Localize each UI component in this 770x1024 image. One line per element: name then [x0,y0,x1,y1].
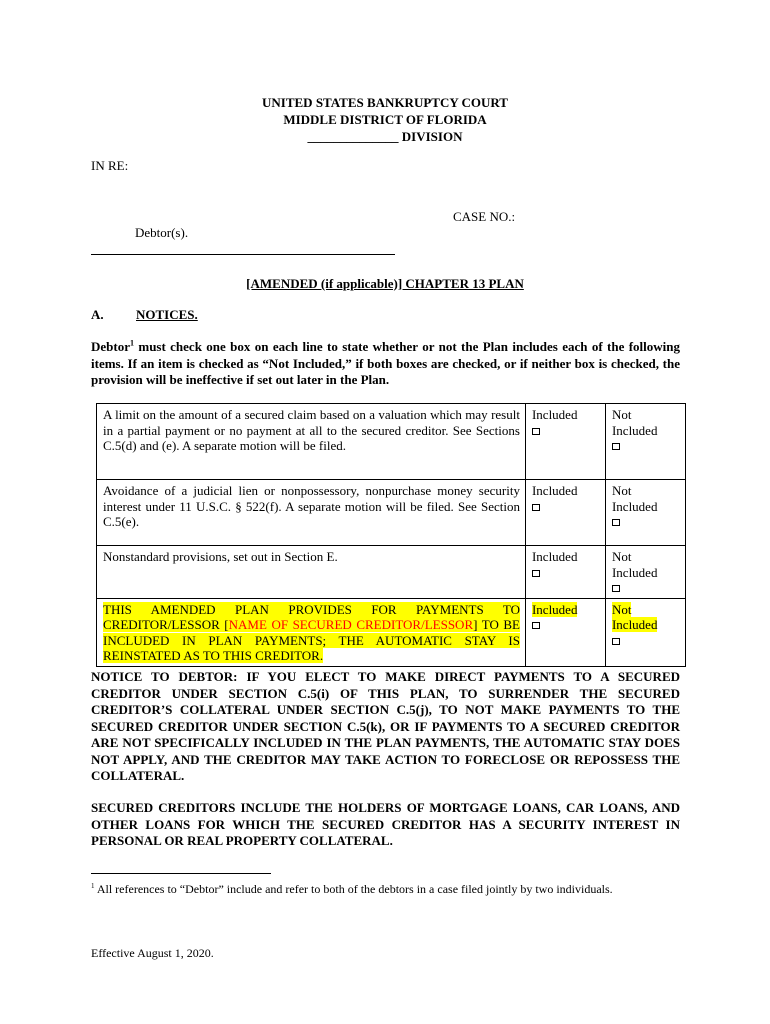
included-label: Included [531,601,578,617]
section-a-heading [91,307,198,323]
notice-to-debtor: NOTICE TO DEBTOR: IF YOU ELECT TO MAKE DIRECT PAYMENTS TO A SECURED CREDITOR UNDER SECTION C.5(i) OF THIS PLAN, TO SURRENDER THE SECURED CREDITOR’S COLLATERAL UNDER SECTION C.5(j), TO NOT MAKE PAYMENTS TO THE SECURED CREDITOR UNDER SECTION C.5(k), OR IF PAYMENTS TO A SECURED CREDITOR ARE NOT SPECIFICALLY INCLUDED IN THE PLAN PAYMENTS, THE AUTOMATIC STAY DOES NOT APPLY, AND THE CREDITOR MAY TAKE ACTION TO FORECLOSE OR REPOSSESS THE COLLATERAL. [91,669,680,783]
not-included-option [605,404,685,480]
not-included-label: Not Included [611,549,658,580]
included-option [525,480,605,546]
creditor-name-placeholder: NAME OF SECURED CREDITOR/LESSOR [228,617,474,632]
highlighted-text [103,602,520,664]
footnote-reference: 1 [130,338,134,348]
not-included-checkbox[interactable] [612,638,620,645]
included-checkbox[interactable] [532,504,540,511]
included-label: Included [531,483,578,498]
plan-title: [AMENDED (if applicable)] CHAPTER 13 PLAN [246,276,524,291]
item-text-part2: ] TO BE INCLUDED IN PLAN PAYMENTS; THE AUTOMATIC STAY IS REINSTATED AS TO THIS CREDITOR. [103,617,520,663]
footnote-text: All references to “Debtor” include and refer to both of the debtors in a case filed jointly by two individuals. [94,882,613,896]
intro-text: must check one box on each line to state whether or not the Plan includes each of the following items. If an item is checked as “Not Included,” if both boxes are checked, or if neither box is checked, the provision will be ineffective if set out later in the Plan. [91,339,680,387]
not-included-label: Not Included [611,601,658,632]
caption-divider [91,254,395,255]
included-option [525,546,605,599]
included-checkbox[interactable] [532,428,540,435]
item-description: Nonstandard provisions, set out in Section E. [97,546,526,599]
division-line: ______________ DIVISION [307,129,463,144]
intro-paragraph [91,339,680,389]
not-included-option [605,480,685,546]
table-row [97,546,686,599]
table-row [97,480,686,546]
not-included-option [605,546,685,599]
table-row [97,598,686,666]
effective-date: Effective August 1, 2020. [91,946,214,960]
secured-creditors-notice: SECURED CREDITORS INCLUDE THE HOLDERS OF MORTGAGE LOANS, CAR LOANS, AND OTHER LOANS FOR WHICH THE SECURED CREDITOR HAS A SECURITY INTEREST IN PERSONAL OR REAL PROPERTY COLLATERAL. [91,800,680,848]
plan-items-table [96,403,686,667]
debtors-label: Debtor(s). [135,225,189,240]
included-checkbox[interactable] [532,622,540,629]
included-option [525,598,605,666]
intro-debtor-word: Debtor [91,339,130,354]
table-row [97,404,686,480]
court-header [0,94,770,145]
in-re-label: IN RE: [91,158,129,173]
court-name: UNITED STATES BANKRUPTCY COURT [262,95,508,110]
not-included-option [605,598,685,666]
item-description: Avoidance of a judicial lien or nonpossessory, nonpurchase money security interest under 11 U.S.C. § 522(f). A separate motion will be filed. See Section C.5(e). [97,480,526,546]
section-a-title: NOTICES. [136,307,198,322]
case-number-label: CASE NO.: [453,209,516,224]
not-included-checkbox[interactable] [612,519,620,526]
footnote-number: 1 [91,882,95,890]
footnote-divider [91,873,271,874]
item-description [97,598,526,666]
footnote [91,882,691,897]
item-text-part1: THIS AMENDED PLAN PROVIDES FOR PAYMENTS TO CREDITOR/LESSOR [ [103,601,520,632]
not-included-label: Not Included [611,483,658,514]
district-name: MIDDLE DISTRICT OF FLORIDA [283,112,487,127]
included-checkbox[interactable] [532,570,540,577]
not-included-label: Not Included [611,407,658,438]
not-included-checkbox[interactable] [612,585,620,592]
included-label: Included [531,407,578,422]
included-label: Included [531,549,578,564]
not-included-checkbox[interactable] [612,443,620,450]
item-description: A limit on the amount of a secured claim based on a valuation which may result in a partial payment or no payment at all to the secured creditor. See Sections C.5(d) and (e). A separate motion will be filed. [97,404,526,480]
section-a-label: A. [91,307,104,322]
included-option [525,404,605,480]
